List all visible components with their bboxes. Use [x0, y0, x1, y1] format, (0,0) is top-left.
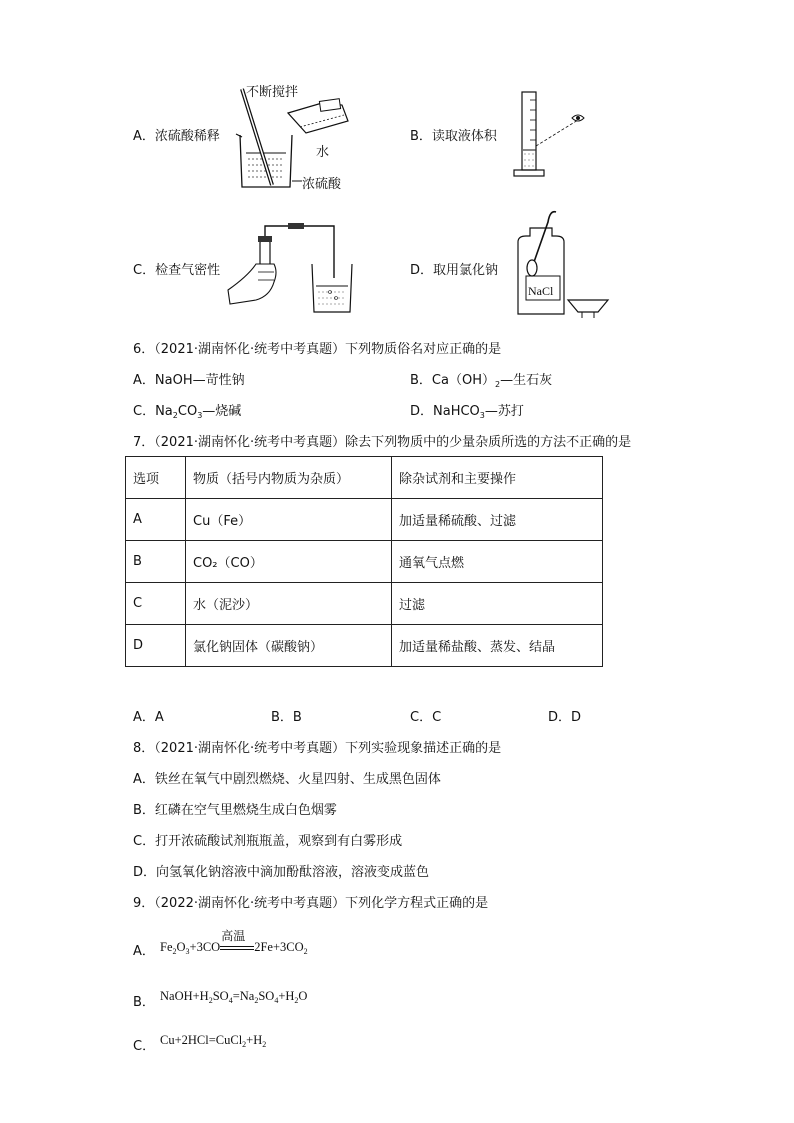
- dilution-figure: [230, 85, 370, 195]
- reaction-condition: 高温: [221, 929, 246, 943]
- table-header: 物质（括号内物质为杂质）: [186, 457, 392, 499]
- q7-table: [125, 456, 603, 667]
- q9-option-b: B．: [133, 995, 155, 1010]
- q9-equation-b: $NaOH+H_2SO_4=Na_2SO_4+H_2O$: [160, 989, 308, 1005]
- table-cell: A: [126, 499, 186, 541]
- table-row: [126, 625, 603, 667]
- acid-label: 浓硫酸: [302, 177, 342, 192]
- table-cell: B: [126, 541, 186, 583]
- table-cell: 氯化钠固体（碳酸钠）: [186, 625, 392, 667]
- table-header: 选项: [126, 457, 186, 499]
- q7-choice-d: D．D: [548, 710, 582, 725]
- table-header-row: [126, 457, 603, 499]
- q9-equation-c: $Cu+2HCl=CuCl_2+H_2$: [160, 1033, 267, 1049]
- q6-option-b: B．$Ca(OH)_2—$生石灰: [410, 373, 553, 389]
- q7-choice-a: A．A: [133, 710, 164, 725]
- water-label: 水: [316, 145, 330, 160]
- table-row: [126, 499, 603, 541]
- q8-option-d: D．向氢氧化钠溶液中滴加酚酞溶液，溶液变成蓝色: [133, 865, 430, 880]
- q7-choice-c: C．C: [410, 710, 442, 725]
- q8-option-a: A．铁丝在氧气中剧烈燃烧、火星四射、生成黑色固体: [133, 772, 441, 787]
- table-row: [126, 583, 603, 625]
- option-a-label: A．浓硫酸稀释: [133, 129, 220, 144]
- q6-option-d: D．NaHCO$_3$—苏打: [410, 404, 524, 420]
- table-row: [126, 541, 603, 583]
- airtight-figure: [226, 220, 366, 320]
- nacl-figure: [512, 208, 622, 324]
- q6-option-a: A．NaOH—苛性钠: [133, 373, 245, 388]
- table-cell: 加适量稀硫酸、过滤: [392, 499, 603, 541]
- stir-label: 不断搅拌: [246, 85, 299, 100]
- table-cell: 水（泥沙）: [186, 583, 392, 625]
- q6-stem: 6．（2021·湖南怀化·统考中考真题）下列物质俗名对应正确的是: [133, 342, 502, 357]
- q6-option-c: C．$Na_2CO_3—$烧碱: [133, 404, 242, 420]
- option-c-label: C．检查气密性: [133, 263, 221, 278]
- table-header: 除杂试剂和主要操作: [392, 457, 603, 499]
- q9-option-c: C．: [133, 1039, 156, 1054]
- table-cell: 过滤: [392, 583, 603, 625]
- table-cell: D: [126, 625, 186, 667]
- q8-option-c: C．打开浓硫酸试剂瓶瓶盖，观察到有白雾形成: [133, 834, 403, 849]
- option-d-label: D．取用氯化钠: [410, 263, 499, 278]
- q8-option-b: B．红磷在空气里燃烧生成白色烟雾: [133, 803, 337, 818]
- table-cell: 加适量稀盐酸、蒸发、结晶: [392, 625, 603, 667]
- q7-stem: 7．（2021·湖南怀化·统考中考真题）除去下列物质中的少量杂质所选的方法不正确的是: [133, 435, 632, 450]
- nacl-label: NaCl: [528, 284, 554, 298]
- option-b-label: B．读取液体积: [410, 129, 497, 144]
- table-cell: 通氧气点燃: [392, 541, 603, 583]
- table-cell: C: [126, 583, 186, 625]
- q9-equation-a: $Fe_2O_3+3CO$ 高温 $2Fe+3CO_2$: [160, 929, 308, 956]
- table-cell: Cu（Fe）: [186, 499, 392, 541]
- q9-stem: 9．（2022·湖南怀化·统考中考真题）下列化学方程式正确的是: [133, 896, 489, 911]
- q9-option-a: A．: [133, 944, 155, 959]
- cylinder-figure: [512, 88, 592, 180]
- table-cell: CO₂（CO）: [186, 541, 392, 583]
- q8-stem: 8．（2021·湖南怀化·统考中考真题）下列实验现象描述正确的是: [133, 741, 502, 756]
- q7-choice-b: B．B: [271, 710, 302, 725]
